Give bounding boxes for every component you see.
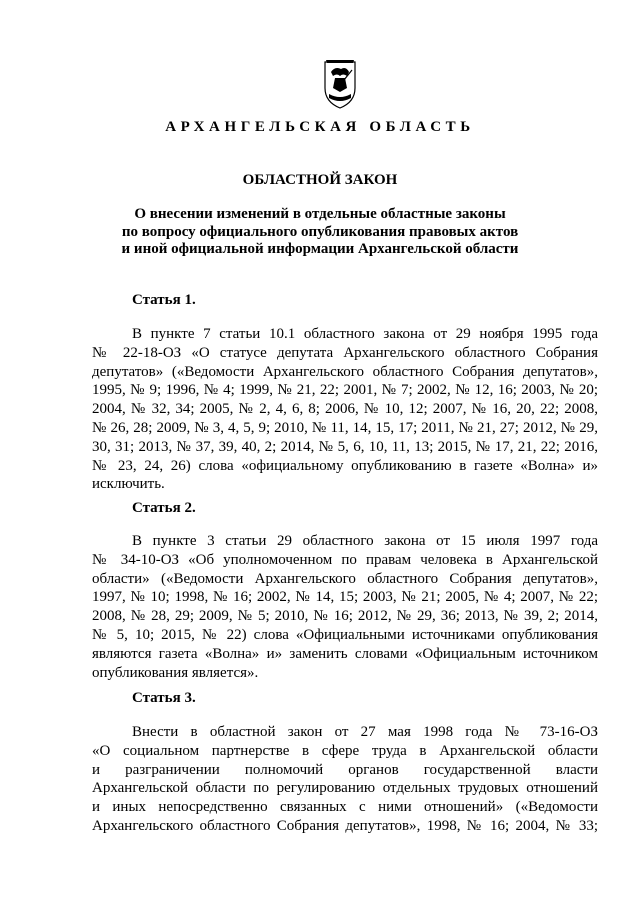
text-line: «О социальном партнерстве в сфере труда в Архангельской области: [92, 742, 598, 759]
title-line: и иной официальной информации Архангельской области: [121, 241, 519, 257]
text-line: Архангельского областного Собрания депутатов», 1998, № 16; 2004, № 33;: [92, 817, 598, 834]
text-line: и иных непосредственно связанных с ними отношений» («Ведомости: [92, 799, 598, 816]
article-body: [92, 532, 598, 682]
article-body: [92, 325, 598, 494]
title-line: по вопросу официального опубликования правовых актов: [121, 223, 519, 240]
text-line: области» («Ведомости Архангельского областного Собрания депутатов»,: [92, 570, 598, 587]
text-line: 30, 31; 2013, № 37, 39, 40, 2; 2014, № 5, 6, 10, 11, 13; 2015, № 17, 21, 22; 2016,: [92, 438, 598, 455]
text-line: 2008, № 28, 29; 2009, № 5; 2010, № 16; 2012, № 29, 36; 2013, № 39, 2; 2014,: [92, 608, 598, 625]
article-heading: Статья 1.: [132, 292, 196, 308]
article-heading: Статья 2.: [132, 500, 196, 516]
text-line: 1997, № 10; 1998, № 16; 2002, № 14, 15; 2003, № 21; 2005, № 4; 2007, № 22;: [92, 589, 598, 606]
text-line: Архангельской области по регулированию отдельных трудовых отношений: [92, 780, 598, 797]
text-line: № 5, 10; 2015, № 22) слова «Официальными источниками опубликования: [92, 626, 598, 643]
coat-of-arms-icon: [317, 58, 363, 110]
region-name: АРХАНГЕЛЬСКАЯ ОБЛАСТЬ: [165, 119, 475, 135]
text-line: В пункте 7 статьи 10.1 областного закона от 29 ноября 1995 года: [132, 326, 598, 342]
text-line: являются газета «Волна» и» заменить словами «Официальным источником: [92, 645, 598, 662]
article-body: [92, 723, 598, 836]
text-line: и разграничении полномочий органов государственной власти: [92, 761, 598, 778]
text-line: 2004, № 32, 34; 2005, № 2, 4, 6, 8; 2006, № 10, 12; 2007, № 16, 20, 22; 2008,: [92, 401, 598, 418]
article-heading: Статья 3.: [132, 690, 196, 706]
text-line: В пункте 3 статьи 29 областного закона от 15 июля 1997 года: [132, 533, 598, 549]
text-line: исключить.: [92, 476, 165, 493]
text-line: № 34-10-ОЗ «Об уполномоченном по правам человека в Архангельской: [92, 551, 598, 568]
text-line: № 22-18-ОЗ «О статусе депутата Архангельского областного Собрания: [92, 344, 598, 361]
title-line: О внесении изменений в отдельные областные законы: [134, 206, 506, 222]
text-line: депутатов» («Ведомости Архангельского областного Собрания депутатов»,: [92, 363, 598, 380]
document-title: [0, 206, 640, 259]
text-line: 1995, № 9; 1996, № 4; 1999, № 21, 22; 2001, № 7; 2002, № 12, 16; 2003, № 20;: [92, 382, 598, 399]
document-type: ОБЛАСТНОЙ ЗАКОН: [242, 172, 398, 188]
text-line: Внести в областной закон от 27 мая 1998 года № 73-16-ОЗ: [132, 724, 598, 740]
text-line: опубликования является».: [92, 664, 259, 681]
text-line: № 26, 28; 2009, № 3, 4, 5, 9; 2010, № 11, 14, 15, 17; 2011, № 21, 27; 2012, № 29,: [92, 419, 598, 436]
text-line: № 23, 24, 26) слова «официальному опубликованию в газете «Волна» и»: [92, 457, 598, 474]
